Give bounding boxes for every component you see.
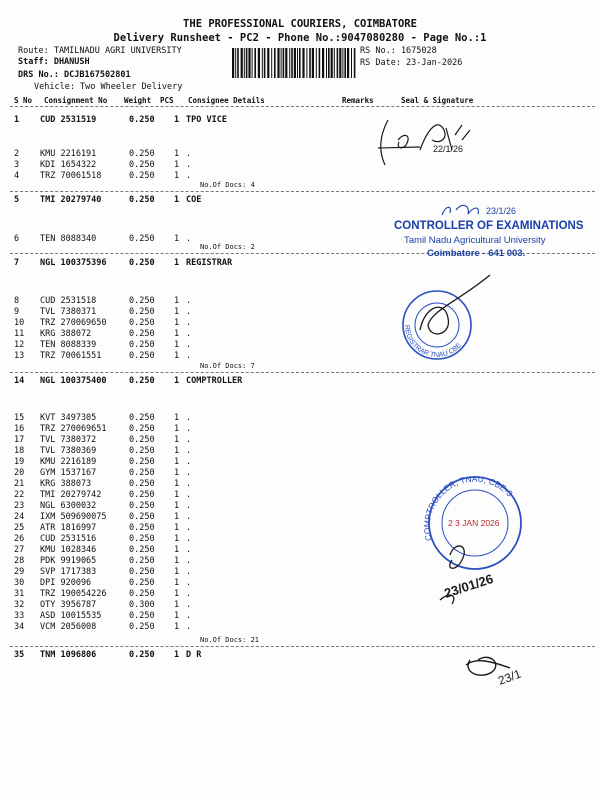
consignee-name: . <box>186 318 192 328</box>
consignee-name: COMPTROLLER <box>186 376 243 386</box>
weight-value: 0.300 <box>129 600 155 610</box>
weight-value: 0.250 <box>129 234 155 244</box>
consignment-number: TEN 8088340 <box>40 234 97 244</box>
consignee-name: . <box>186 457 192 467</box>
serial-number: 1 <box>14 115 20 125</box>
consignment-number: SVP 1717383 <box>40 567 97 577</box>
consignee-name: . <box>186 171 192 181</box>
svg-text:REGISTRAR TNAU CBE <box>403 325 463 359</box>
consignment-number: KDI 1654322 <box>40 160 97 170</box>
consignee-name: . <box>186 149 192 159</box>
consignee-name: . <box>186 446 192 456</box>
serial-number: 31 <box>14 589 25 599</box>
consignee-name: . <box>186 501 192 511</box>
consignee-name: . <box>186 556 192 566</box>
pcs-value: 1 <box>174 340 180 350</box>
col-header-pcs: PCS <box>160 96 174 105</box>
consignment-number: NGL 6300032 <box>40 501 97 511</box>
comptroller-stamp <box>422 474 521 569</box>
registrar-stamp <box>403 275 490 359</box>
consignment-number: DPI 920096 <box>40 578 92 588</box>
pcs-value: 1 <box>174 160 180 170</box>
weight-value: 0.250 <box>129 376 155 386</box>
pcs-value: 1 <box>174 446 180 456</box>
pcs-value: 1 <box>174 523 180 533</box>
weight-value: 0.250 <box>129 545 155 555</box>
weight-value: 0.250 <box>129 318 155 328</box>
pcs-value: 1 <box>174 600 180 610</box>
consignment-number: TNM 1096806 <box>40 650 97 660</box>
serial-number: 30 <box>14 578 25 588</box>
vehicle-label: Vehicle: Two Wheeler Delivery <box>34 82 183 92</box>
weight-value: 0.250 <box>129 523 155 533</box>
pcs-value: 1 <box>174 329 180 339</box>
serial-number: 7 <box>14 258 20 268</box>
serial-number: 6 <box>14 234 20 244</box>
docs-count: No.Of Docs: 7 <box>200 362 255 370</box>
consignee-name: . <box>186 567 192 577</box>
weight-value: 0.250 <box>129 534 155 544</box>
pcs-value: 1 <box>174 622 180 632</box>
signature-4-date: 23/01/26 <box>442 570 496 601</box>
weight-value: 0.250 <box>129 446 155 456</box>
pcs-value: 1 <box>174 171 180 181</box>
consignee-name: . <box>186 307 192 317</box>
runsheet-subtitle: Delivery Runsheet - PC2 - Phone No.:9047080280 - Page No.:1 <box>113 32 487 44</box>
weight-value: 0.250 <box>129 622 155 632</box>
serial-number: 19 <box>14 457 25 467</box>
consignee-name: COE <box>186 195 202 205</box>
consignee-name: . <box>186 424 192 434</box>
serial-number: 20 <box>14 468 25 478</box>
rs-date: RS Date: 23-Jan-2026 <box>360 58 463 68</box>
consignee-name: . <box>186 479 192 489</box>
consignment-number: KRG 388072 <box>40 329 92 339</box>
consignment-number: OTY 3956787 <box>40 600 97 610</box>
docs-count: No.Of Docs: 2 <box>200 243 255 251</box>
docs-count: No.Of Docs: 21 <box>200 636 260 644</box>
signature-2-date: 23/1/26 <box>486 206 517 216</box>
pcs-value: 1 <box>174 149 180 159</box>
weight-value: 0.250 <box>129 329 155 339</box>
col-header-consignee: Consignee Details <box>188 96 265 105</box>
consignment-number: CUD 2531519 <box>40 115 97 125</box>
consignment-number: IXM 509690075 <box>40 512 107 522</box>
weight-value: 0.250 <box>129 258 155 268</box>
pcs-value: 1 <box>174 567 180 577</box>
serial-number: 13 <box>14 351 25 361</box>
comptroller-stamp-ring-text: COMPTROLLER, TNAU, CBE-3 <box>421 473 515 542</box>
pcs-value: 1 <box>174 650 180 660</box>
weight-value: 0.250 <box>129 457 155 467</box>
pcs-value: 1 <box>174 578 180 588</box>
consignment-number: KMU 1028346 <box>40 545 97 555</box>
consignment-number: KMU 2216191 <box>40 149 97 159</box>
svg-text:COMPTROLLER, TNAU, CBE-3 <box>422 474 515 542</box>
consignment-number: TRZ 70061518 <box>40 171 102 181</box>
consignee-name: . <box>186 545 192 555</box>
pcs-value: 1 <box>174 115 180 125</box>
pcs-value: 1 <box>174 457 180 467</box>
pcs-value: 1 <box>174 307 180 317</box>
consignee-name: . <box>186 589 192 599</box>
consignment-number: TMI 20279740 <box>40 195 102 205</box>
consignee-name: D R <box>186 650 202 660</box>
coe-stamp-line3: Coimbatore - 641 003. <box>427 248 526 259</box>
serial-number: 11 <box>14 329 25 339</box>
weight-value: 0.250 <box>129 435 155 445</box>
weight-value: 0.250 <box>129 171 155 181</box>
serial-number: 26 <box>14 534 25 544</box>
consignee-name: . <box>186 234 192 244</box>
drs-number: DRS No.: DCJB167502801 <box>18 70 131 80</box>
serial-number: 35 <box>14 650 25 660</box>
consignment-number: VCM 2056008 <box>40 622 97 632</box>
coe-stamp-line2: Tamil Nadu Agricultural University <box>404 235 546 246</box>
consignment-number: TEN 8088339 <box>40 340 97 350</box>
consignee-name: . <box>186 351 192 361</box>
consignee-name: . <box>186 160 192 170</box>
consignee-name: . <box>186 523 192 533</box>
pcs-value: 1 <box>174 512 180 522</box>
consignee-name: . <box>186 600 192 610</box>
consignment-number: TVL 7380371 <box>40 307 97 317</box>
consignment-number: TMI 20279742 <box>40 490 102 500</box>
signature-1 <box>378 120 470 165</box>
serial-number: 14 <box>14 376 25 386</box>
serial-number: 4 <box>14 171 20 181</box>
serial-number: 27 <box>14 545 25 555</box>
pcs-value: 1 <box>174 376 180 386</box>
col-header-seal: Seal & Signature <box>401 96 474 105</box>
pcs-value: 1 <box>174 195 180 205</box>
pcs-value: 1 <box>174 351 180 361</box>
rs-number: RS No.: 1675028 <box>360 46 437 56</box>
coe-signature <box>442 205 478 215</box>
weight-value: 0.250 <box>129 479 155 489</box>
consignment-number: KMU 2216189 <box>40 457 97 467</box>
company-title: THE PROFESSIONAL COURIERS, COIMBATORE <box>183 18 417 30</box>
consignee-name: . <box>186 611 192 621</box>
pcs-value: 1 <box>174 501 180 511</box>
weight-value: 0.250 <box>129 490 155 500</box>
serial-number: 33 <box>14 611 25 621</box>
registrar-stamp-ring-text: REGISTRAR TNAU CBE <box>402 324 464 360</box>
consignment-number: GYM 1537167 <box>40 468 97 478</box>
serial-number: 25 <box>14 523 25 533</box>
serial-number: 29 <box>14 567 25 577</box>
consignee-name: . <box>186 534 192 544</box>
serial-number: 5 <box>14 195 20 205</box>
weight-value: 0.250 <box>129 195 155 205</box>
serial-number: 8 <box>14 296 20 306</box>
weight-value: 0.250 <box>129 351 155 361</box>
weight-value: 0.250 <box>129 611 155 621</box>
consignee-name: . <box>186 329 192 339</box>
consignment-number: TRZ 70061551 <box>40 351 102 361</box>
consignment-number: TRZ 270069651 <box>40 424 107 434</box>
weight-value: 0.250 <box>129 501 155 511</box>
consignment-number: KRG 388073 <box>40 479 92 489</box>
serial-number: 15 <box>14 413 25 423</box>
consignment-number: TVL 7380369 <box>40 446 97 456</box>
serial-number: 2 <box>14 149 20 159</box>
weight-value: 0.250 <box>129 512 155 522</box>
weight-value: 0.250 <box>129 160 155 170</box>
consignment-number: PDK 9919065 <box>40 556 97 566</box>
weight-value: 0.250 <box>129 340 155 350</box>
coe-stamp-line1: CONTROLLER OF EXAMINATIONS <box>394 220 584 232</box>
consignment-number: TRZ 190054226 <box>40 589 107 599</box>
signature-1-date: 22/1/26 <box>433 144 464 154</box>
serial-number: 17 <box>14 435 25 445</box>
pcs-value: 1 <box>174 258 180 268</box>
staff-label: Staff: DHANUSH <box>18 57 90 67</box>
col-header-weight: Weight <box>124 96 152 105</box>
weight-value: 0.250 <box>129 424 155 434</box>
weight-value: 0.250 <box>129 578 155 588</box>
serial-number: 24 <box>14 512 25 522</box>
consignment-number: NGL 100375396 <box>40 258 107 268</box>
consignee-name: . <box>186 435 192 445</box>
weight-value: 0.250 <box>129 149 155 159</box>
pcs-value: 1 <box>174 468 180 478</box>
pcs-value: 1 <box>174 490 180 500</box>
signature-5-date: 23/1 <box>496 666 523 688</box>
serial-number: 10 <box>14 318 25 328</box>
consignee-name: . <box>186 512 192 522</box>
serial-number: 9 <box>14 307 20 317</box>
serial-number: 12 <box>14 340 25 350</box>
consignment-number: CUD 2531518 <box>40 296 97 306</box>
consignee-name: . <box>186 296 192 306</box>
pcs-value: 1 <box>174 545 180 555</box>
weight-value: 0.250 <box>129 589 155 599</box>
consignee-name: . <box>186 340 192 350</box>
pcs-value: 1 <box>174 611 180 621</box>
weight-value: 0.250 <box>129 307 155 317</box>
weight-value: 0.250 <box>129 556 155 566</box>
serial-number: 32 <box>14 600 25 610</box>
pcs-value: 1 <box>174 234 180 244</box>
consignee-name: . <box>186 413 192 423</box>
pcs-value: 1 <box>174 556 180 566</box>
consignee-name: . <box>186 468 192 478</box>
serial-number: 21 <box>14 479 25 489</box>
col-header-remarks: Remarks <box>342 96 374 105</box>
pcs-value: 1 <box>174 589 180 599</box>
serial-number: 34 <box>14 622 25 632</box>
weight-value: 0.250 <box>129 468 155 478</box>
col-header-sno: S No <box>14 96 33 105</box>
pcs-value: 1 <box>174 318 180 328</box>
pcs-value: 1 <box>174 296 180 306</box>
serial-number: 16 <box>14 424 25 434</box>
consignment-number: CUD 2531516 <box>40 534 97 544</box>
consignee-name: TPO VICE <box>186 115 227 125</box>
consignment-number: ATR 1816997 <box>40 523 97 533</box>
weight-value: 0.250 <box>129 413 155 423</box>
serial-number: 23 <box>14 501 25 511</box>
consignment-number: NGL 100375400 <box>40 376 107 386</box>
weight-value: 0.250 <box>129 296 155 306</box>
consignee-name: REGISTRAR <box>186 258 233 268</box>
serial-number: 22 <box>14 490 25 500</box>
serial-number: 3 <box>14 160 20 170</box>
route-label: Route: TAMILNADU AGRI UNIVERSITY <box>18 46 182 56</box>
consignment-number: TVL 7380372 <box>40 435 97 445</box>
consignee-name: . <box>186 490 192 500</box>
pcs-value: 1 <box>174 534 180 544</box>
pcs-value: 1 <box>174 413 180 423</box>
serial-number: 28 <box>14 556 25 566</box>
serial-number: 18 <box>14 446 25 456</box>
col-header-consignment: Consignment No <box>44 96 108 105</box>
pcs-value: 1 <box>174 435 180 445</box>
weight-value: 0.250 <box>129 567 155 577</box>
consignment-number: TRZ 270069650 <box>40 318 107 328</box>
pcs-value: 1 <box>174 479 180 489</box>
consignment-number: ASD 10015535 <box>40 611 102 621</box>
comptroller-stamp-date: 2 3 JAN 2026 <box>448 518 500 528</box>
pcs-value: 1 <box>174 424 180 434</box>
consignee-name: . <box>186 622 192 632</box>
consignment-number: KVT 3497305 <box>40 413 97 423</box>
docs-count: No.Of Docs: 4 <box>200 181 255 189</box>
weight-value: 0.250 <box>129 115 155 125</box>
consignee-name: . <box>186 578 192 588</box>
weight-value: 0.250 <box>129 650 155 660</box>
